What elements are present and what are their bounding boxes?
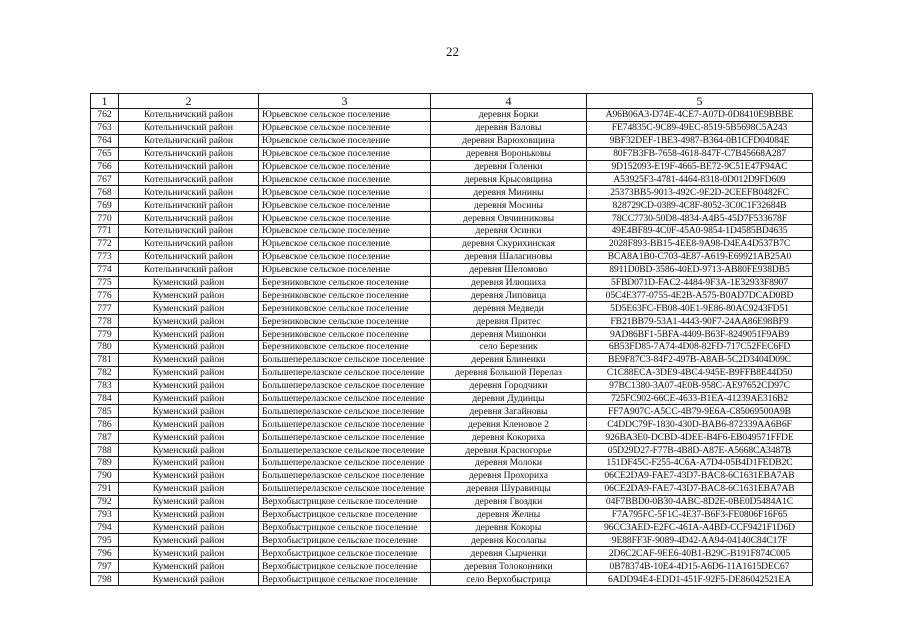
- table-row: [91, 418, 813, 431]
- table-row: [91, 521, 813, 534]
- district-cell: Куменский район: [119, 444, 259, 457]
- table-row: [91, 109, 813, 122]
- district-cell: Куменский район: [119, 469, 259, 482]
- district-cell: Куменский район: [119, 547, 259, 560]
- settlement-cell: Большеперелазское сельское поселение: [259, 418, 431, 431]
- settlement-cell: Верхобыстрицкое сельское поселение: [259, 521, 431, 534]
- header-row: [91, 94, 813, 109]
- district-cell: Котельничский район: [119, 199, 259, 212]
- locality-cell: деревня Кокориха: [431, 431, 587, 444]
- district-cell: Котельничский район: [119, 121, 259, 134]
- settlement-cell: Юрьевское сельское поселение: [259, 250, 431, 263]
- table-row: [91, 250, 813, 263]
- district-cell: Котельничский район: [119, 134, 259, 147]
- settlement-cell: Верхобыстрицкое сельское поселение: [259, 547, 431, 560]
- table-row: [91, 508, 813, 521]
- district-cell: Куменский район: [119, 495, 259, 508]
- district-cell: Котельничский район: [119, 173, 259, 186]
- row-number-cell: 788: [91, 444, 119, 457]
- locality-cell: деревня Кокоры: [431, 521, 587, 534]
- row-number-cell: 779: [91, 328, 119, 341]
- row-number-cell: 793: [91, 508, 119, 521]
- guid-cell: 49E4BF89-4C0F-45A0-9854-1D4585BD4635: [587, 225, 813, 238]
- settlement-cell: Юрьевское сельское поселение: [259, 147, 431, 160]
- locality-cell: деревня Загайновы: [431, 405, 587, 418]
- row-number-cell: 792: [91, 495, 119, 508]
- row-number-cell: 767: [91, 173, 119, 186]
- guid-cell: C1C88ECA-3DE9-4BC4-945E-B9FFB8E44D50: [587, 366, 813, 379]
- locality-cell: деревня Блинеики: [431, 353, 587, 366]
- district-cell: Куменский район: [119, 521, 259, 534]
- locality-cell: деревня Шуравинцы: [431, 482, 587, 495]
- table-row: [91, 173, 813, 186]
- settlement-cell: Верхобыстрицкое сельское поселение: [259, 495, 431, 508]
- row-number-cell: 765: [91, 147, 119, 160]
- table-row: [91, 366, 813, 379]
- guid-cell: FB21BB79-53A1-4443-90F7-24AA86E98BF9: [587, 315, 813, 328]
- guid-cell: 9D152093-E19F-4665-BE72-9C51E47F94AC: [587, 160, 813, 173]
- table-row: [91, 289, 813, 302]
- settlement-cell: Верхобыстрицкое сельское поселение: [259, 508, 431, 521]
- settlement-cell: Березниковское сельское поселение: [259, 341, 431, 354]
- settlement-cell: Большеперелазское сельское поселение: [259, 469, 431, 482]
- district-cell: Куменский район: [119, 392, 259, 405]
- header-cell-guid: 5: [587, 94, 813, 109]
- table-row: [91, 457, 813, 470]
- settlement-cell: Юрьевское сельское поселение: [259, 186, 431, 199]
- table-row: [91, 160, 813, 173]
- settlement-cell: Юрьевское сельское поселение: [259, 173, 431, 186]
- locality-cell: деревня Городчики: [431, 379, 587, 392]
- page-number: 22: [446, 44, 459, 59]
- locality-cell: деревня Голенки: [431, 160, 587, 173]
- guid-cell: 2028F893-BB15-4EE8-9A98-D4EA4D537B7C: [587, 237, 813, 250]
- district-cell: Куменский район: [119, 302, 259, 315]
- table-row: [91, 121, 813, 134]
- table-row: [91, 302, 813, 315]
- district-cell: Куменский район: [119, 508, 259, 521]
- locality-cell: деревня Крысовщина: [431, 173, 587, 186]
- district-cell: Куменский район: [119, 405, 259, 418]
- district-cell: Куменский район: [119, 289, 259, 302]
- row-number-cell: 777: [91, 302, 119, 315]
- table-row: [91, 328, 813, 341]
- guid-cell: 06CE2DA9-FAE7-43D7-BAC8-6C1631EBA7AB: [587, 469, 813, 482]
- row-number-cell: 789: [91, 457, 119, 470]
- settlement-cell: Большеперелазское сельское поселение: [259, 405, 431, 418]
- settlement-registry-table: [90, 93, 813, 586]
- locality-cell: деревня Гвоздки: [431, 495, 587, 508]
- table-row: [91, 379, 813, 392]
- locality-cell: деревня Притес: [431, 315, 587, 328]
- locality-cell: деревня Большой Перелаз: [431, 366, 587, 379]
- guid-cell: FE74835C-9C89-49EC-8519-5B5698C5A243: [587, 121, 813, 134]
- settlement-cell: Юрьевское сельское поселение: [259, 212, 431, 225]
- table-row: [91, 263, 813, 276]
- row-number-cell: 794: [91, 521, 119, 534]
- table-row: [91, 134, 813, 147]
- locality-cell: деревня Толоконники: [431, 560, 587, 573]
- table-row: [91, 276, 813, 289]
- locality-cell: деревня Осинки: [431, 225, 587, 238]
- guid-cell: 9AD86BF1-5BFA-4409-B63F-8249051F9AB9: [587, 328, 813, 341]
- locality-cell: деревня Липовица: [431, 289, 587, 302]
- district-cell: Куменский район: [119, 482, 259, 495]
- table-row: [91, 534, 813, 547]
- guid-cell: 2D6C2CAF-9EE6-40B1-B29C-B191F874C005: [587, 547, 813, 560]
- row-number-cell: 797: [91, 560, 119, 573]
- table-row: [91, 199, 813, 212]
- settlement-cell: Юрьевское сельское поселение: [259, 109, 431, 122]
- table-row: [91, 431, 813, 444]
- settlement-cell: Юрьевское сельское поселение: [259, 199, 431, 212]
- locality-cell: деревня Желны: [431, 508, 587, 521]
- row-number-cell: 770: [91, 212, 119, 225]
- table-row: [91, 482, 813, 495]
- settlement-cell: Юрьевское сельское поселение: [259, 263, 431, 276]
- guid-cell: 828729CD-0389-4C8F-8052-3C0C1F32684B: [587, 199, 813, 212]
- row-number-cell: 780: [91, 341, 119, 354]
- settlement-cell: Березниковское сельское поселение: [259, 328, 431, 341]
- guid-cell: C4DDC79F-1830-430D-BAB6-872339AA6B6F: [587, 418, 813, 431]
- table-row: [91, 341, 813, 354]
- table-row: [91, 560, 813, 573]
- guid-cell: 97BC1380-3A07-4E0B-958C-AE97652CD97C: [587, 379, 813, 392]
- locality-cell: деревня Шеломово: [431, 263, 587, 276]
- locality-cell: деревня Мосины: [431, 199, 587, 212]
- row-number-cell: 772: [91, 237, 119, 250]
- locality-cell: село Верхобыстрица: [431, 573, 587, 586]
- row-number-cell: 790: [91, 469, 119, 482]
- locality-cell: деревня Илюшиха: [431, 276, 587, 289]
- row-number-cell: 769: [91, 199, 119, 212]
- row-number-cell: 775: [91, 276, 119, 289]
- district-cell: Куменский район: [119, 353, 259, 366]
- guid-cell: 80F7B3FB-7658-4618-847F-C7B45668A287: [587, 147, 813, 160]
- guid-cell: 725FC902-66CE-4633-B1EA-41239AE316B2: [587, 392, 813, 405]
- district-cell: Куменский район: [119, 341, 259, 354]
- locality-cell: деревня Валовы: [431, 121, 587, 134]
- district-cell: Куменский район: [119, 431, 259, 444]
- locality-cell: деревня Минины: [431, 186, 587, 199]
- row-number-cell: 782: [91, 366, 119, 379]
- guid-cell: 5D5E63FC-FB08-40E1-9E86-80AC9243FD51: [587, 302, 813, 315]
- locality-cell: деревня Прохориха: [431, 469, 587, 482]
- locality-cell: деревня Красногорье: [431, 444, 587, 457]
- district-cell: Котельничский район: [119, 250, 259, 263]
- settlement-cell: Юрьевское сельское поселение: [259, 160, 431, 173]
- district-cell: Котельничский район: [119, 225, 259, 238]
- row-number-cell: 764: [91, 134, 119, 147]
- settlement-cell: Юрьевское сельское поселение: [259, 121, 431, 134]
- row-number-cell: 796: [91, 547, 119, 560]
- row-number-cell: 771: [91, 225, 119, 238]
- locality-cell: деревня Скурихинская: [431, 237, 587, 250]
- district-cell: Куменский район: [119, 379, 259, 392]
- row-number-cell: 784: [91, 392, 119, 405]
- locality-cell: деревня Шалагиновы: [431, 250, 587, 263]
- district-cell: Куменский район: [119, 276, 259, 289]
- table-row: [91, 573, 813, 586]
- settlement-cell: Большеперелазское сельское поселение: [259, 379, 431, 392]
- settlement-cell: Большеперелазское сельское поселение: [259, 392, 431, 405]
- table-row: [91, 212, 813, 225]
- guid-cell: 926BA3E0-DCBD-4DEE-B4F6-EB049571FFDE: [587, 431, 813, 444]
- header-cell-settlement: 3: [259, 94, 431, 109]
- row-number-cell: 776: [91, 289, 119, 302]
- locality-cell: деревня Кленовое 2: [431, 418, 587, 431]
- settlement-cell: Большеперелазское сельское поселение: [259, 431, 431, 444]
- locality-cell: деревня Косолапы: [431, 534, 587, 547]
- row-number-cell: 766: [91, 160, 119, 173]
- locality-cell: деревня Мишонки: [431, 328, 587, 341]
- settlement-cell: Юрьевское сельское поселение: [259, 134, 431, 147]
- guid-cell: 0B78374B-10E4-4D15-A6D6-11A1615DEC67: [587, 560, 813, 573]
- district-cell: Котельничский район: [119, 109, 259, 122]
- district-cell: Куменский район: [119, 560, 259, 573]
- settlement-cell: Верхобыстрицкое сельское поселение: [259, 573, 431, 586]
- locality-cell: деревня Сырченки: [431, 547, 587, 560]
- locality-cell: деревня Медведи: [431, 302, 587, 315]
- row-number-cell: 785: [91, 405, 119, 418]
- district-cell: Куменский район: [119, 573, 259, 586]
- table-row: [91, 237, 813, 250]
- table-row: [91, 225, 813, 238]
- table-body: [91, 109, 813, 586]
- guid-cell: 25373BB5-9013-492C-9E2D-2CEEFB0482FC: [587, 186, 813, 199]
- guid-cell: BCA8A1B0-C703-4E87-A619-E69921AB25A0: [587, 250, 813, 263]
- table-row: [91, 186, 813, 199]
- locality-cell: деревня Варюховщина: [431, 134, 587, 147]
- guid-cell: 9E88FF3F-9089-4D42-AA94-04140C84C17F: [587, 534, 813, 547]
- row-number-cell: 778: [91, 315, 119, 328]
- settlement-cell: Юрьевское сельское поселение: [259, 225, 431, 238]
- row-number-cell: 798: [91, 573, 119, 586]
- district-cell: Котельничский район: [119, 160, 259, 173]
- row-number-cell: 762: [91, 109, 119, 122]
- district-cell: Котельничский район: [119, 186, 259, 199]
- guid-cell: 151DF45C-F255-4C6A-A7D4-05B4D1FEDB2C: [587, 457, 813, 470]
- row-number-cell: 783: [91, 379, 119, 392]
- settlement-cell: Березниковское сельское поселение: [259, 315, 431, 328]
- guid-cell: 96CC3AED-E2FC-461A-A4BD-CCF9421F1D6D: [587, 521, 813, 534]
- table-row: [91, 392, 813, 405]
- guid-cell: 78CC7730-50D8-4834-A4B5-45D7F533678F: [587, 212, 813, 225]
- table-row: [91, 315, 813, 328]
- row-number-cell: 774: [91, 263, 119, 276]
- guid-cell: 9BF32DEF-1BE3-4987-B364-0B1CFD04084E: [587, 134, 813, 147]
- settlement-cell: Юрьевское сельское поселение: [259, 237, 431, 250]
- settlement-cell: Большеперелазское сельское поселение: [259, 353, 431, 366]
- district-cell: Котельничский район: [119, 263, 259, 276]
- table-row: [91, 147, 813, 160]
- row-number-cell: 773: [91, 250, 119, 263]
- settlement-cell: Березниковское сельское поселение: [259, 302, 431, 315]
- guid-cell: 04F7BBD0-0B30-4ABC-8D2E-0BE0D5484A1C: [587, 495, 813, 508]
- table-row: [91, 495, 813, 508]
- settlement-cell: Березниковское сельское поселение: [259, 276, 431, 289]
- district-cell: Котельничский район: [119, 147, 259, 160]
- row-number-cell: 795: [91, 534, 119, 547]
- row-number-cell: 791: [91, 482, 119, 495]
- locality-cell: село Березник: [431, 341, 587, 354]
- table-row: [91, 547, 813, 560]
- header-cell-locality: 4: [431, 94, 587, 109]
- settlement-cell: Верхобыстрицкое сельское поселение: [259, 560, 431, 573]
- settlement-cell: Большеперелазское сельское поселение: [259, 482, 431, 495]
- guid-cell: 6ADD94E4-EDD1-451F-92F5-DE86042521EA: [587, 573, 813, 586]
- settlement-cell: Верхобыстрицкое сельское поселение: [259, 534, 431, 547]
- row-number-cell: 781: [91, 353, 119, 366]
- settlement-cell: Большеперелазское сельское поселение: [259, 457, 431, 470]
- district-cell: Котельничский район: [119, 212, 259, 225]
- locality-cell: деревня Вороньковы: [431, 147, 587, 160]
- row-number-cell: 768: [91, 186, 119, 199]
- district-cell: Куменский район: [119, 315, 259, 328]
- guid-cell: 8911D0BD-3586-40ED-9713-AB80FE938DB5: [587, 263, 813, 276]
- district-cell: Куменский район: [119, 418, 259, 431]
- settlement-cell: Большеперелазское сельское поселение: [259, 366, 431, 379]
- guid-cell: A53925F3-4781-4464-8318-0D012D9FD609: [587, 173, 813, 186]
- header-cell-district: 2: [119, 94, 259, 109]
- guid-cell: 05C4E377-0755-4E2B-A575-B0AD7DCAD0BD: [587, 289, 813, 302]
- guid-cell: 5FBD071D-FAC2-4484-9F3A-1E32933F8907: [587, 276, 813, 289]
- row-number-cell: 787: [91, 431, 119, 444]
- district-cell: Котельничский район: [119, 237, 259, 250]
- district-cell: Куменский район: [119, 328, 259, 341]
- guid-cell: FF7A907C-A5CC-4B79-9E6A-C85069500A9B: [587, 405, 813, 418]
- table-row: [91, 353, 813, 366]
- settlement-cell: Большеперелазское сельское поселение: [259, 444, 431, 457]
- district-cell: Куменский район: [119, 366, 259, 379]
- locality-cell: деревня Дудинцы: [431, 392, 587, 405]
- locality-cell: деревня Борки: [431, 109, 587, 122]
- row-number-cell: 763: [91, 121, 119, 134]
- table-row: [91, 444, 813, 457]
- settlement-cell: Березниковское сельское поселение: [259, 289, 431, 302]
- guid-cell: 6B53FD85-7A74-4D08-82FD-717C52FEC6FD: [587, 341, 813, 354]
- district-cell: Куменский район: [119, 457, 259, 470]
- locality-cell: деревня Молоки: [431, 457, 587, 470]
- guid-cell: BE9F87C3-84F2-497B-A8AB-5C2D3404D09C: [587, 353, 813, 366]
- row-number-cell: 786: [91, 418, 119, 431]
- guid-cell: A96B06A3-D74E-4CE7-A07D-0D8410E9BBBE: [587, 109, 813, 122]
- guid-cell: 05D29D27-F77B-4B8D-A87E-A5668CA3487B: [587, 444, 813, 457]
- table-row: [91, 469, 813, 482]
- table-row: [91, 405, 813, 418]
- locality-cell: деревня Овчинниковы: [431, 212, 587, 225]
- guid-cell: F7A795FC-5F1C-4E37-B6F3-FE0806F16F65: [587, 508, 813, 521]
- district-cell: Куменский район: [119, 534, 259, 547]
- guid-cell: 06CE2DA9-FAE7-43D7-BAC8-6C1631EBA7AB: [587, 482, 813, 495]
- header-cell-index: 1: [91, 94, 119, 109]
